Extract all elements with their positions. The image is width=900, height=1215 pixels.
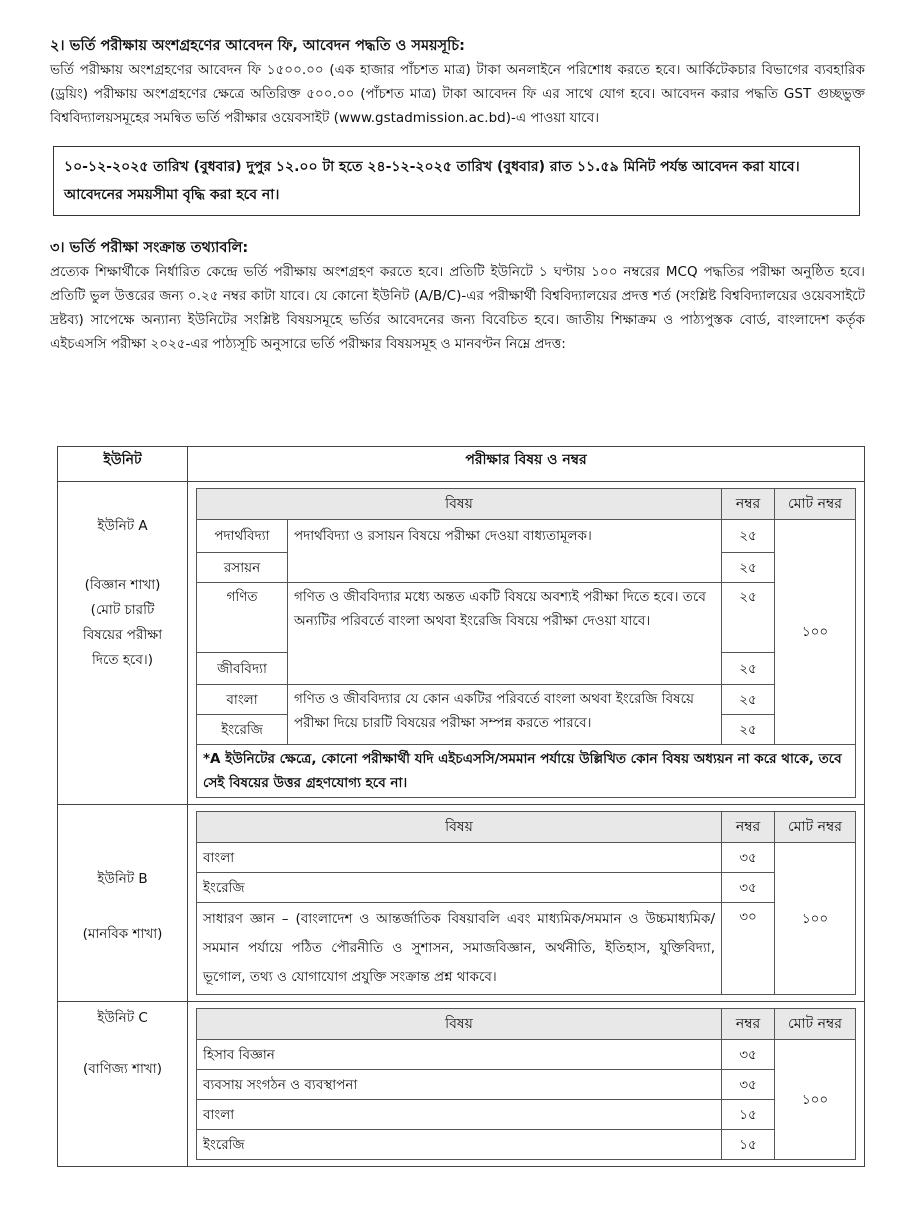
- marks-cell: ৩৫: [722, 1040, 775, 1070]
- application-deadline-notice: ১০-১২-২০২৫ তারিখ (বুধবার) দুপুর ১২.০০ টা হতে ২৪-১২-২০২৫ তারিখ (বুধবার) রাত ১১.৫৯ মিনিট পর্যন্ত আবেদন করা যাবে। আবেদনের সময়সীমা বৃদ্ধি করা হবে না।: [53, 146, 860, 216]
- unit-c-total: ১০০: [775, 1040, 856, 1160]
- marks-cell: ১৫: [722, 1100, 775, 1130]
- unit-b-subject-table: [196, 811, 856, 995]
- col-subject: বিষয়: [197, 812, 722, 843]
- unit-b-row: [58, 805, 865, 1002]
- subject-cell: বাংলা: [197, 685, 288, 715]
- section3-heading: ৩। ভর্তি পরীক্ষা সংক্রান্ত তথ্যাবলি:: [50, 240, 249, 256]
- subject-cell: ইংরেজি: [197, 1130, 722, 1160]
- unit-b-total: ১০০: [775, 843, 856, 995]
- marks-cell: ২৫: [722, 685, 775, 715]
- marks-cell: ১৫: [722, 1130, 775, 1160]
- rule-cell: গণিত ও জীববিদ্যার যে কোন একটির পরিবর্তে বাংলা অথবা ইংরেজি বিষয়ে পরীক্ষা দিয়ে চারটি বিষয়ের পরীক্ষা সম্পন্ন করতে পারবে।: [288, 685, 722, 745]
- subject-cell: ইংরেজি: [197, 715, 288, 745]
- header-subjects: পরীক্ষার বিষয় ও নম্বর: [188, 447, 865, 482]
- marks-cell: ২৫: [722, 520, 775, 553]
- unit-b-stream: (মানবিক শাখা): [82, 926, 163, 942]
- unit-a-note: *A ইউনিটের ক্ষেত্রে, কোনো পরীক্ষার্থী যদি এইচএসসি/সমমান পর্যায়ে উল্লিখিত কোন বিষয় অধ্যয়ন না করে থাকে, তবে সেই বিষয়ের উত্তর গ্রহণযোগ্য হবে না।: [197, 745, 856, 798]
- col-marks: নম্বর: [722, 1009, 775, 1040]
- col-marks: নম্বর: [722, 489, 775, 520]
- col-total: মোট নম্বর: [775, 812, 856, 843]
- subject-cell: গণিত: [197, 583, 288, 653]
- unit-a-subject-table: [196, 488, 856, 798]
- unit-a-label: [58, 482, 188, 805]
- col-marks: নম্বর: [722, 812, 775, 843]
- exam-distribution-table: [57, 446, 865, 1167]
- subject-cell: রসায়ন: [197, 553, 288, 583]
- unit-b-name: ইউনিট B: [97, 871, 148, 887]
- unit-a-name: ইউনিট A: [97, 518, 148, 534]
- subject-cell: পদার্থবিদ্যা: [197, 520, 288, 553]
- marks-cell: ৩৫: [722, 873, 775, 903]
- unit-a-row: [58, 482, 865, 805]
- marks-cell: ২৫: [722, 553, 775, 583]
- marks-cell: ৩০: [722, 903, 775, 995]
- unit-b-label: [58, 805, 188, 1002]
- col-total: মোট নম্বর: [775, 489, 856, 520]
- unit-a-total: ১০০: [775, 520, 856, 745]
- marks-cell: ২৫: [722, 715, 775, 745]
- rule-cell: পদার্থবিদ্যা ও রসায়ন বিষয়ে পরীক্ষা দেওয়া বাধ্যতামূলক।: [288, 520, 722, 583]
- subject-cell: জীববিদ্যা: [197, 653, 288, 685]
- section3-body: প্রত্যেক শিক্ষার্থীকে নির্ধারিত কেন্দ্রে ভর্তি পরীক্ষায় অংশগ্রহণ করতে হবে। প্রতিটি ইউনিটে ১ ঘণ্টায় ১০০ নম্বরের MCQ পদ্ধতির পরীক্ষা অনুষ্ঠিত হবে। প্রতিটি ভুল উত্তরের জন্য ০.২৫ নম্বর কাটা যাবে। যে কোনো ইউনিট (A/B/C)-এর পরীক্ষার্থী বিশ্ববিদ্যালয়ের প্রদত্ত শর্ত (সংশ্লিষ্ট বিশ্ববিদ্যালয়ের ওয়েবসাইটে দ্রষ্টব্য) সাপেক্ষে অন্যান্য ইউনিটের সংশ্লিষ্ট বিষয়সমূহে ভর্তির আবেদনের জন্য বিবেচিত হবে। জাতীয় শিক্ষাক্রম ও পাঠ্যপুস্তক বোর্ড, বাংলাদেশ কর্তৃক এইচএসসি পরীক্ষা ২০২৫-এর পাঠ্যসূচি অনুসারে ভর্তি পরীক্ষার বিষয়সমূহ ও মানবণ্টন নিম্নে প্রদত্ত:: [50, 264, 865, 352]
- subject-cell: ইংরেজি: [197, 873, 722, 903]
- section2-body: ভর্তি পরীক্ষায় অংশগ্রহণের আবেদন ফি ১৫০০.০০ (এক হাজার পাঁচশত মাত্র) টাকা অনলাইনে পরিশোধ করতে হবে। আর্কিটেকচার বিভাগের ব্যবহারিক (ড্রয়িং) পরীক্ষায় অংশগ্রহণের ক্ষেত্রে অতিরিক্ত ৫০০.০০ (পাঁচশত মাত্র) টাকা আবেদন ফি এর সাথে যোগ হবে। আবেদন করার পদ্ধতি GST গুচ্ছভুক্ত বিশ্ববিদ্যালয়সমূহের সমন্বিত ভর্তি পরীক্ষার ওয়েবসাইট (www.gstadmission.ac.bd)-এ পাওয়া যাবে।: [50, 62, 865, 126]
- marks-cell: ৩৫: [722, 1070, 775, 1100]
- subject-cell: বাংলা: [197, 1100, 722, 1130]
- section2-heading: ২। ভর্তি পরীক্ষায় অংশগ্রহণের আবেদন ফি, আবেদন পদ্ধতি ও সময়সূচি:: [50, 38, 465, 54]
- unit-c-row: [58, 1002, 865, 1167]
- col-subject: বিষয়: [197, 1009, 722, 1040]
- document-page: [50, 34, 865, 356]
- unit-c-name: ইউনিট C: [97, 1010, 148, 1026]
- unit-c-label: [58, 1002, 188, 1167]
- subject-cell: ব্যবসায় সংগঠন ও ব্যবস্থাপনা: [197, 1070, 722, 1100]
- marks-cell: ২৫: [722, 653, 775, 685]
- marks-cell: ২৫: [722, 583, 775, 653]
- subject-cell: বাংলা: [197, 843, 722, 873]
- col-subject: বিষয়: [197, 489, 722, 520]
- col-total: মোট নম্বর: [775, 1009, 856, 1040]
- unit-c-stream: (বাণিজ্য শাখা): [83, 1061, 162, 1077]
- subject-cell: সাধারণ জ্ঞান – (বাংলাদেশ ও আন্তর্জাতিক বিষয়াবলি এবং মাধ্যমিক/সমমান ও উচ্চমাধ্যমিক/সমমান পর্যায়ে পঠিত পৌরনীতি ও সুশাসন, সমাজবিজ্ঞান, অর্থনীতি, ইতিহাস, যুক্তিবিদ্যা, ভূগোল, তথ্য ও যোগাযোগ প্রযুক্তি সংক্রান্ত প্রশ্ন থাকবে।: [197, 903, 722, 995]
- marks-cell: ৩৫: [722, 843, 775, 873]
- rule-cell: গণিত ও জীববিদ্যার মধ্যে অন্তত একটি বিষয়ে অবশ্যই পরীক্ষা দিতে হবে। তবে অন্যটির পরিবর্তে বাংলা অথবা ইংরেজি বিষয়ে পরীক্ষা দেওয়া যাবে।: [288, 583, 722, 685]
- header-unit: ইউনিট: [58, 447, 188, 482]
- unit-a-condition: (মোট চারটি বিষয়ের পরীক্ষা দিতে হবে।): [82, 602, 163, 668]
- unit-c-subject-table: [196, 1008, 856, 1160]
- subject-cell: হিসাব বিজ্ঞান: [197, 1040, 722, 1070]
- unit-a-stream: (বিজ্ঞান শাখা): [84, 577, 161, 593]
